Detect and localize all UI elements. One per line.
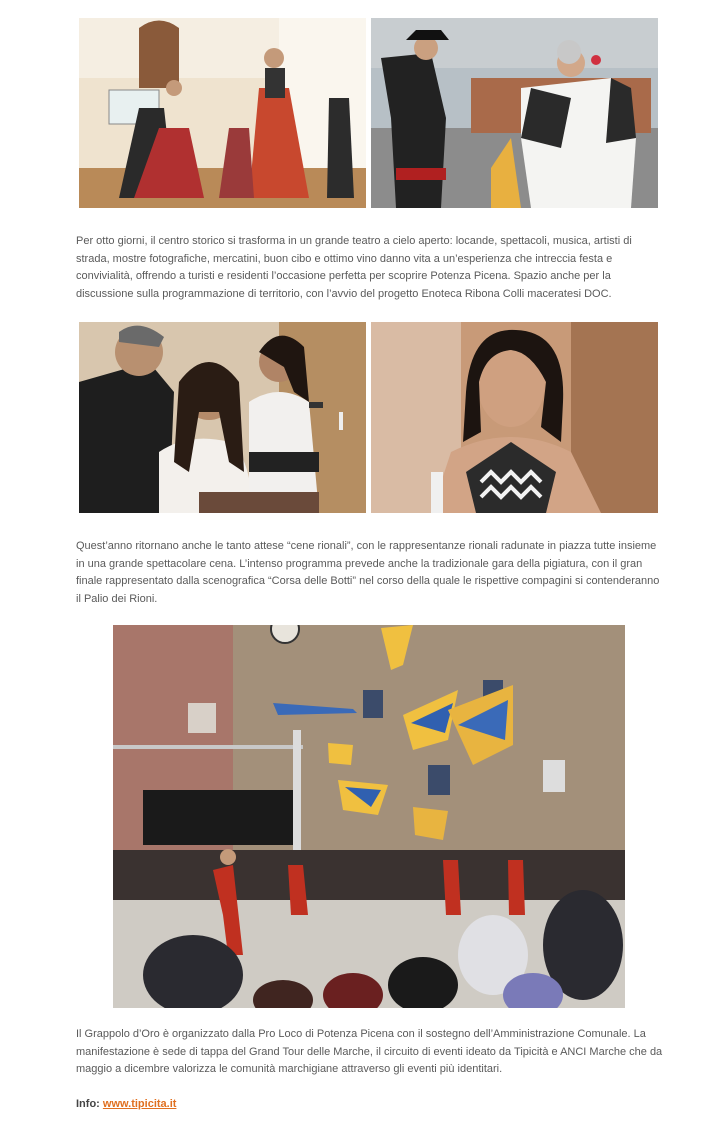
photo-folk-dancers-indoor bbox=[79, 18, 366, 208]
photo-folk-dancers-square bbox=[371, 18, 658, 208]
paragraph-3: Il Grappolo d’Oro è organizzato dalla Pro Loco di Potenza Picena con il sostegno dell’Amministrazione Comunale. La manifestazione è sede di tappa del Grand Tour delle Marche, il circuito di eventi ideato da Tipicità e ANCI Marche che da maggio a dicembre valorizza le comunità marchigiane attraverso gli eventi più identitari. bbox=[76, 1028, 663, 1075]
tipicita-link[interactable]: www.tipicita.it bbox=[102, 1098, 177, 1110]
photo-woman-portrait bbox=[371, 322, 658, 513]
photo-flag-throwers-piazza bbox=[113, 625, 625, 1008]
paragraph-2: Quest’anno ritornano anche le tanto attese “cene rionali”, con le rappresentanze rionali radunate in piazza tutte insieme in una grande spettacolare cena. L’intenso programma prevede anche la tradizionale gara della pigiatura, con il gran finale rappresentato dalla scenografica “Corsa delle Botti” nel corso della quale le rispettive compagini si contenderanno il Palio dei Rioni. bbox=[76, 540, 660, 605]
paragraph-1: Per otto giorni, il centro storico si trasforma in un grande teatro a cielo aperto: locande, spettacoli, musica, artisti di strada, mostre fotografiche, mercatini, buon cibo e ottimo vino danno vita a un’esperienza che intreccia festa e convivialità, offrendo a turisti e residenti l’occasione perfetta per scoprire Potenza Picena. Spazio anche per la discussione sulla programmazione di territorio, con l’avvio del progetto Enoteca Ribona Colli maceratesi DOC. bbox=[76, 235, 632, 300]
info-label: Info: bbox=[76, 1098, 100, 1110]
info-line bbox=[76, 1096, 176, 1113]
photo-wine-tasting bbox=[79, 322, 366, 513]
